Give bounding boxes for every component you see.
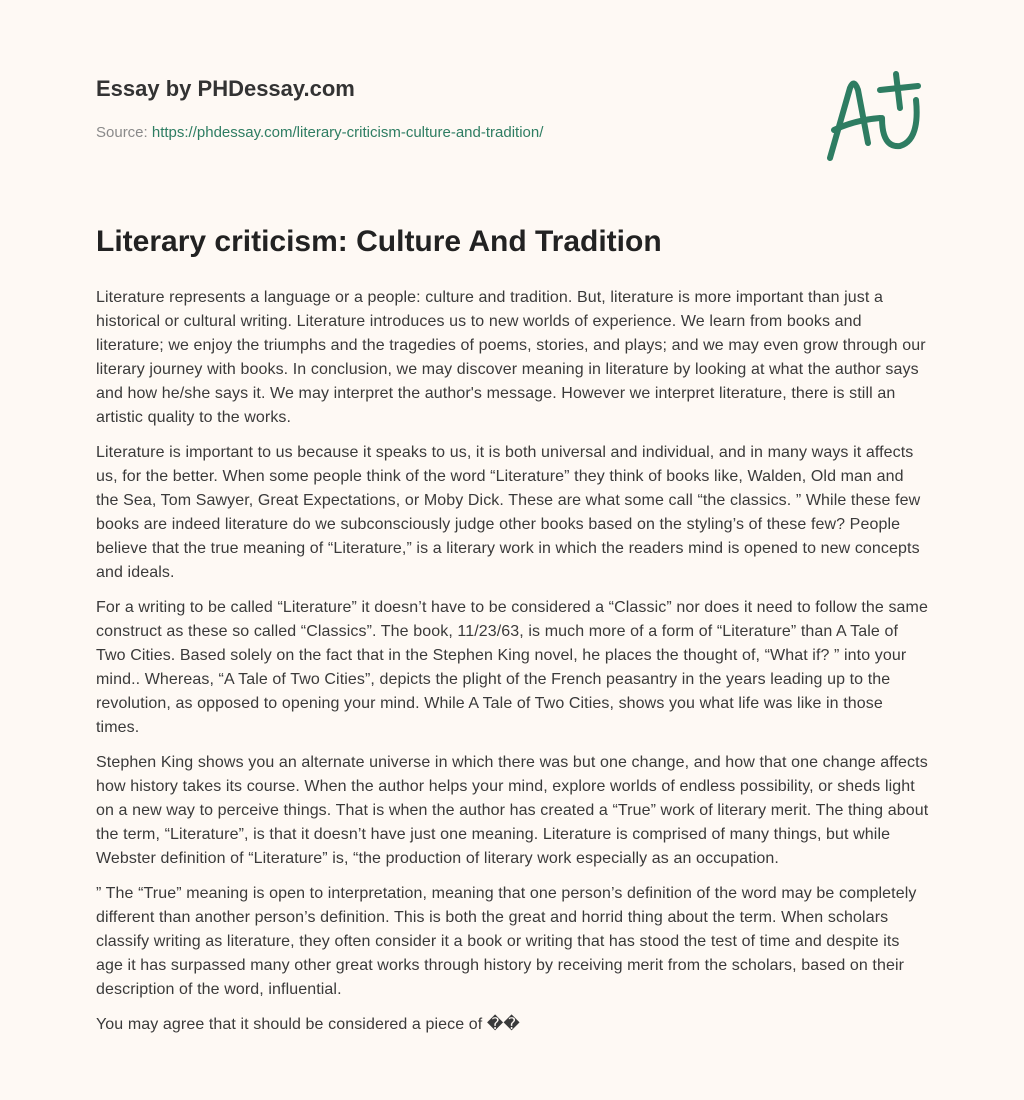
source-link[interactable]: https://phdessay.com/literary-criticism-culture-and-tradition/ <box>151 124 544 141</box>
article-title: Literary criticism: Culture And Tradition <box>96 225 662 258</box>
paragraph: You may agree that it should be considered a piece of �� <box>96 1016 520 1033</box>
paragraph: Literature represents a language or a people: culture and tradition. But, literature is more important than just a historical or cultural writing. Literature introduces us to new worlds of experience. We learn from books and literature; we enjoy the triumphs and the tragedies of poems, stories, and plays; and we may even grow through our literary journey with books. In conclusion, we may discover meaning in literature by looking at what the author says and how he/she says it. We may interpret the author's message. However we interpret literature, there is still an artistic quality to the works. <box>96 289 926 426</box>
paragraph: Stephen King shows you an alternate universe in which there was but one change, and how that one change affects how history takes its course. When the author helps your mind, explore worlds of endless possibility, or sheds light on a new way to perceive things. That is when the author has created a “True” work of literary merit. The thing about the term, “Literature”, is that it doesn’t have just one meaning. Literature is comprised of many things, but while Webster definition of “Literature” is, “the production of literary work especially as an occupation. <box>96 754 929 867</box>
paragraph: Literature is important to us because it speaks to us, it is both universal and individual, and in many ways it affects us, for the better. When some people think of the word “Literature” they think of books like, Walden, Old man and the Sea, Tom Sawyer, Great Expectations, or Moby Dick. These are what some call “the classics. ” While these few books are indeed literature do we subconsciously judge other books based on the styling’s of these few? People believe that the true meaning of “Literature,” is a literary work in which the readers mind is opened to new concepts and ideals. <box>96 444 921 581</box>
site-title: Essay by PHDessay.com <box>96 76 355 101</box>
source-label: Source: <box>96 124 148 141</box>
a-plus-logo-icon <box>820 68 930 164</box>
article-body <box>96 286 930 1048</box>
paragraph: ” The “True” meaning is open to interpretation, meaning that one person’s definition of the word may be completely different than another person’s definition. This is both the great and horrid thing about the term. When scholars classify writing as literature, they often consider it a book or writing that has stood the test of time and despite its age it has surpassed many other great works through history by receiving merit from the scholars, based on their description of the word, influential. <box>96 885 917 998</box>
paragraph: For a writing to be called “Literature” it doesn’t have to be considered a “Classic” nor does it need to follow the same construct as these so called “Classics”. The book, 11/23/63, is much more of a form of “Literature” than A Tale of Two Cities. Based solely on the fact that in the Stephen King novel, he places the thought of, “What if? ” into your mind.. Whereas, “A Tale of Two Cities”, depicts the plight of the French peasantry in the years leading up to the revolution, as opposed to opening your mind. While A Tale of Two Cities, shows you what life was like in those times. <box>96 599 928 736</box>
source-line <box>96 124 543 141</box>
